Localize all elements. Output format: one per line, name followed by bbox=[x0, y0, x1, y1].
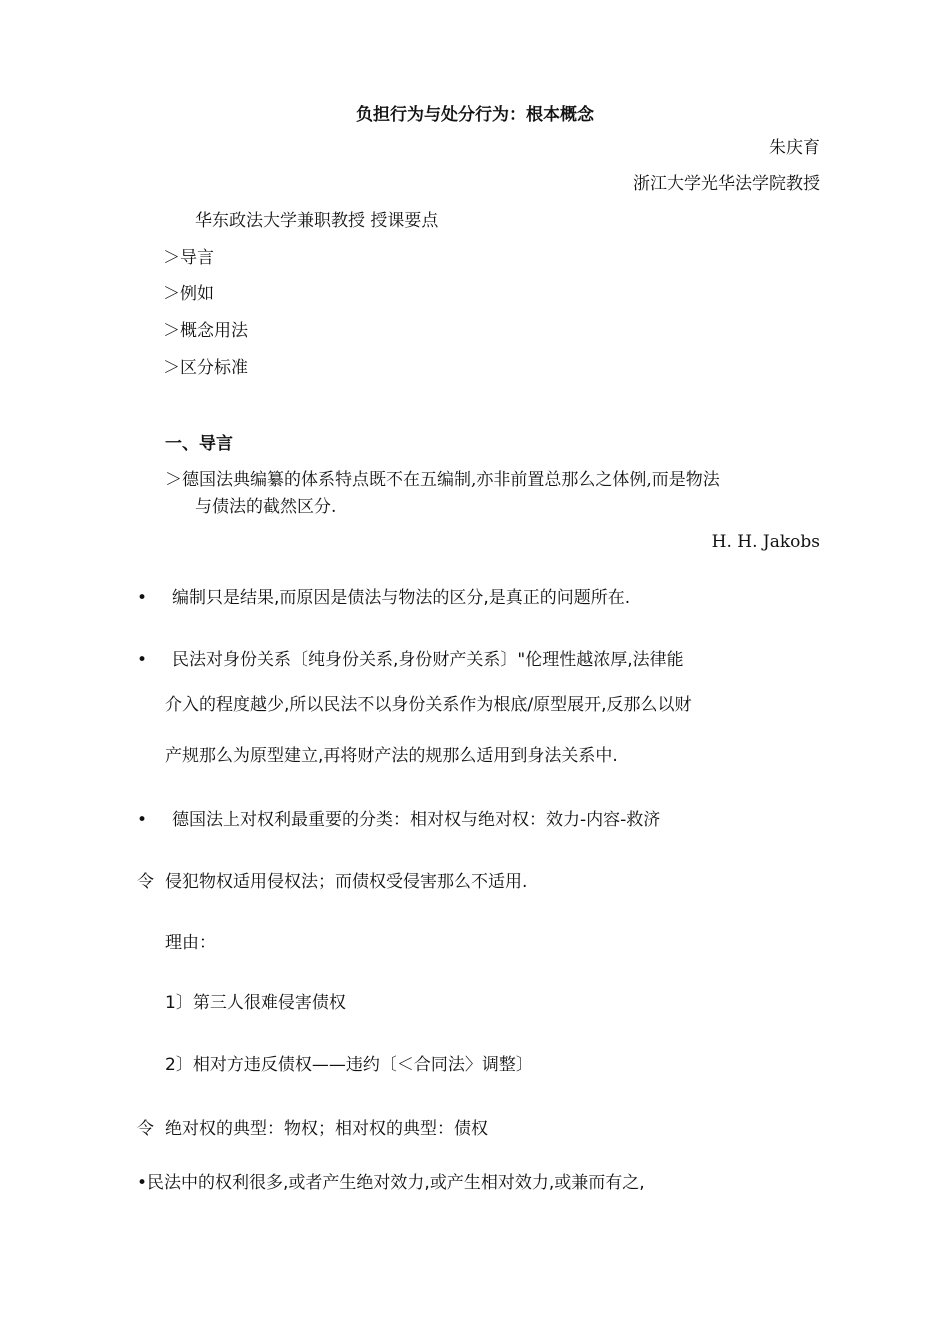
list-text: 绝对权的典型：物权；相对权的典型：债权 bbox=[165, 1119, 488, 1139]
quote-line: ＞德国法典编纂的体系特点既不在五编制,亦非前置总那么之体例,而是物法 bbox=[165, 470, 720, 490]
bullet-mark: • bbox=[137, 650, 148, 670]
bullet-text: 民法对身份关系〔纯身份关系,身份财产关系〕"伦理性越浓厚,法律能 bbox=[172, 650, 684, 670]
list-mark: 令 bbox=[137, 872, 154, 892]
section-heading: 一、导言 bbox=[165, 434, 233, 454]
bullet-text: 编制只是结果,而原因是债法与物法的区分,是真正的问题所在. bbox=[172, 588, 631, 608]
reason-item: 1〕第三人很难侵害债权 bbox=[165, 993, 346, 1013]
bullet-text: 德国法上对权利最重要的分类：相对权与绝对权：效力-内容-救济 bbox=[172, 810, 661, 830]
list-mark: 令 bbox=[137, 1119, 154, 1139]
outline-item: ＞区分标准 bbox=[163, 358, 248, 378]
outline-item: ＞例如 bbox=[163, 284, 214, 304]
list-text: 侵犯物权适用侵权法；而债权受侵害那么不适用. bbox=[165, 872, 528, 892]
quote-source: H. H. Jakobs bbox=[711, 532, 820, 552]
bullet-mark: • bbox=[137, 588, 148, 608]
affiliation-and-outline-heading: 华东政法大学兼职教授 授课要点 bbox=[195, 211, 439, 231]
outline-item: ＞概念用法 bbox=[163, 321, 248, 341]
bullet-mark: • bbox=[137, 810, 148, 830]
bullet-text-cont: 介入的程度越少,所以民法不以身份关系作为根底/原型展开,反那么以财 bbox=[165, 695, 692, 715]
outline-item: ＞导言 bbox=[163, 248, 214, 268]
bullet-text-cont: 产规那么为原型建立,再将财产法的规那么适用到身法关系中. bbox=[165, 746, 618, 766]
author-affiliation: 浙江大学光华法学院教授 bbox=[633, 174, 820, 194]
doc-title: 负担行为与处分行为：根本概念 bbox=[356, 105, 594, 125]
reason-label: 理由： bbox=[165, 933, 216, 953]
reason-item: 2〕相对方违反债权——违约〔＜合同法〉调整〕 bbox=[165, 1055, 533, 1075]
author-name: 朱庆育 bbox=[769, 138, 820, 158]
bullet-text: •民法中的权利很多,或者产生绝对效力,或产生相对效力,或兼而有之, bbox=[137, 1173, 645, 1193]
quote-line: 与债法的截然区分. bbox=[195, 497, 337, 517]
